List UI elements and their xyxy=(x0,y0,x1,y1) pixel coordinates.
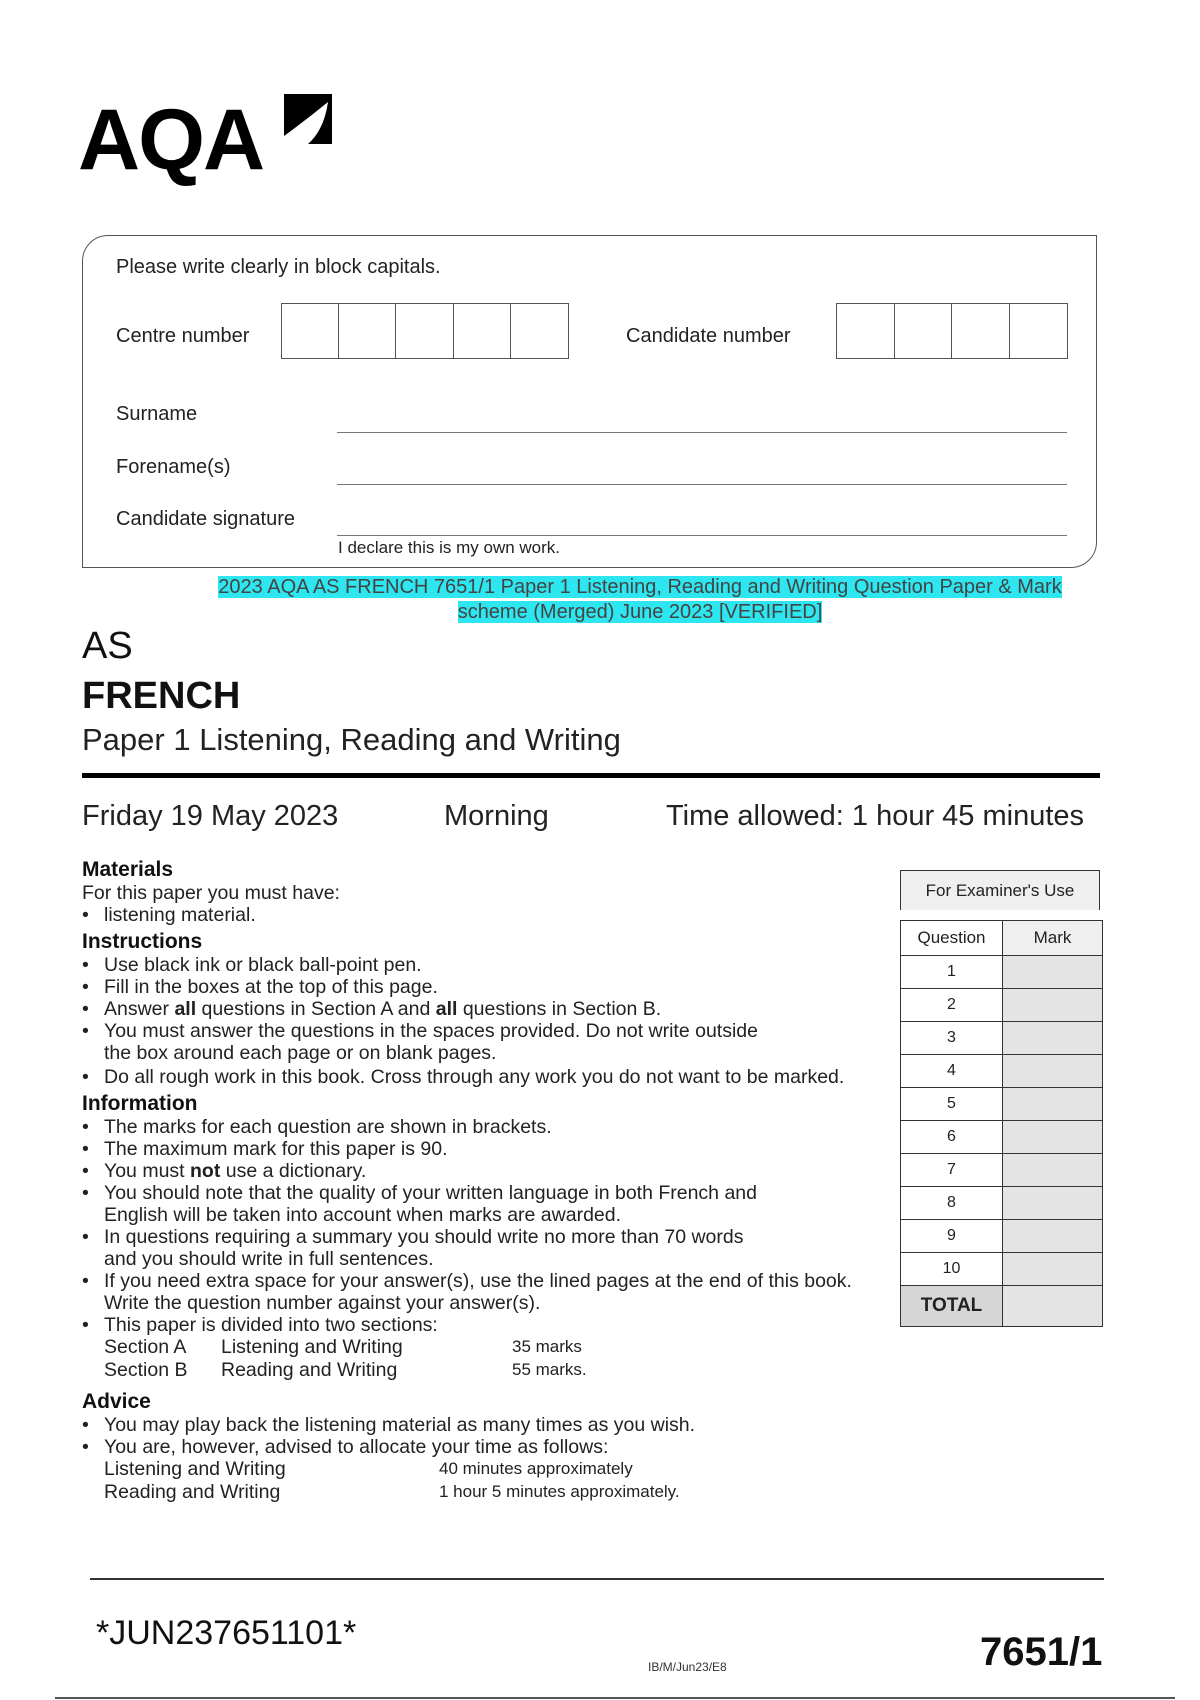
question-number: 2 xyxy=(901,989,1003,1022)
forename-field[interactable] xyxy=(337,484,1067,485)
paper-title: Paper 1 Listening, Reading and Writing xyxy=(82,722,621,757)
instruction-item: • Use black ink or black ball-point pen. xyxy=(82,954,852,976)
question-number: 10 xyxy=(901,1253,1003,1286)
section-a-title: Listening and Writing xyxy=(221,1336,403,1358)
advice-item: • You may play back the listening material as many times as you wish. xyxy=(82,1414,852,1436)
sections-table xyxy=(82,1336,852,1382)
aqa-logo-mark-icon xyxy=(280,90,336,152)
information-heading: Information xyxy=(82,1092,198,1115)
highlighted-document-title xyxy=(160,575,1120,625)
mark-cell[interactable] xyxy=(1003,1154,1103,1187)
question-number: 1 xyxy=(901,956,1003,989)
barcode-text: *JUN237651101* xyxy=(96,1614,357,1652)
centre-digit-box[interactable] xyxy=(454,304,511,358)
total-row xyxy=(901,1286,1103,1327)
section-b-title: Reading and Writing xyxy=(221,1359,398,1381)
information-item: • The maximum mark for this paper is 90. xyxy=(82,1138,852,1160)
information-item: • This paper is divided into two sections: xyxy=(82,1314,852,1336)
paper-code: 7651/1 xyxy=(980,1630,1103,1674)
section-b-name: Section B xyxy=(104,1359,188,1381)
mark-cell[interactable] xyxy=(1003,956,1103,989)
total-label: TOTAL xyxy=(901,1286,1003,1327)
allocation-time: 40 minutes approximately xyxy=(439,1459,633,1478)
information-item: • You must not use a dictionary. xyxy=(82,1160,852,1182)
total-mark-cell[interactable] xyxy=(1003,1286,1103,1327)
mark-cell[interactable] xyxy=(1003,1187,1103,1220)
page-bottom-rule xyxy=(55,1697,1175,1699)
allocation-part: Reading and Writing xyxy=(104,1481,281,1503)
information-list xyxy=(82,1116,852,1336)
exam-date: Friday 19 May 2023 xyxy=(82,800,339,832)
examiner-use-header: For Examiner's Use xyxy=(900,870,1100,910)
mark-cell[interactable] xyxy=(1003,1220,1103,1253)
mark-cell[interactable] xyxy=(1003,1253,1103,1286)
table-header-row xyxy=(901,921,1103,956)
table-row xyxy=(901,1055,1103,1088)
table-row xyxy=(901,989,1103,1022)
title-divider xyxy=(82,773,1100,778)
information-item: • You should note that the quality of your written language in both French and English will be taken into account when marks are awarded. xyxy=(82,1182,764,1226)
candidate-number-boxes[interactable] xyxy=(836,303,1068,359)
time-allowed: Time allowed: 1 hour 45 minutes xyxy=(666,800,1085,832)
allocation-time: 1 hour 5 minutes approximately. xyxy=(439,1482,680,1501)
materials-heading: Materials xyxy=(82,858,174,881)
table-row xyxy=(901,1187,1103,1220)
information-item: • The marks for each question are shown in brackets. xyxy=(82,1116,852,1138)
mark-cell[interactable] xyxy=(1003,1121,1103,1154)
candidate-number-label: Candidate number xyxy=(626,325,791,347)
instruction-item: • Answer all questions in Section A and all questions in Section B. xyxy=(82,998,852,1020)
table-row xyxy=(901,956,1103,989)
instructions-heading: Instructions xyxy=(82,930,203,953)
instruction-item: • Fill in the boxes at the top of this page. xyxy=(82,976,852,998)
candidate-digit-box[interactable] xyxy=(837,304,895,358)
information-item: • In questions requiring a summary you should write no more than 70 words and you should write in full sentences. xyxy=(82,1226,764,1270)
candidate-digit-box[interactable] xyxy=(952,304,1010,358)
candidate-digit-box[interactable] xyxy=(895,304,953,358)
section-a-marks: 35 marks xyxy=(512,1337,582,1356)
question-number: 7 xyxy=(901,1154,1003,1187)
highlight-line-2: scheme (Merged) June 2023 [VERIFIED] xyxy=(457,601,823,623)
highlight-line-1: 2023 AQA AS FRENCH 7651/1 Paper 1 Listening, Reading and Writing Question Paper & Mark xyxy=(218,576,1062,598)
table-row xyxy=(901,1088,1103,1121)
question-number: 3 xyxy=(901,1022,1003,1055)
information-item: • If you need extra space for your answer(s), use the lined pages at the end of this book. Write the question number against your answer(s). xyxy=(82,1270,852,1314)
centre-digit-box[interactable] xyxy=(339,304,396,358)
table-row xyxy=(901,1121,1103,1154)
materials-list xyxy=(82,904,852,926)
signature-field[interactable] xyxy=(337,535,1067,536)
footer-divider xyxy=(90,1578,1104,1580)
document-reference: IB/M/Jun23/E8 xyxy=(648,1660,727,1674)
centre-number-label: Centre number xyxy=(116,325,250,347)
forename-label: Forename(s) xyxy=(116,456,231,478)
advice-list xyxy=(82,1414,852,1458)
logo-text: AQA xyxy=(78,92,264,188)
exam-session: Morning xyxy=(444,800,549,832)
surname-label: Surname xyxy=(116,403,198,425)
time-allocation-table xyxy=(82,1458,852,1504)
declaration-text: I declare this is my own work. xyxy=(338,538,561,557)
question-column-header: Question xyxy=(901,921,1003,956)
examiner-mark-table xyxy=(900,920,1103,1327)
signature-label: Candidate signature xyxy=(116,508,296,530)
table-row xyxy=(901,1220,1103,1253)
table-row xyxy=(901,1022,1103,1055)
allocation-part: Listening and Writing xyxy=(104,1458,286,1480)
instruction-item: • Do all rough work in this book. Cross through any work you do not want to be marked. xyxy=(82,1064,852,1090)
centre-digit-box[interactable] xyxy=(396,304,453,358)
table-row xyxy=(901,1154,1103,1187)
mark-cell[interactable] xyxy=(1003,1022,1103,1055)
table-row xyxy=(901,1253,1103,1286)
materials-intro: For this paper you must have: xyxy=(82,882,340,904)
instruction-item: • You must answer the questions in the spaces provided. Do not write outside the box around each page or on blank pages. xyxy=(82,1020,784,1064)
materials-item: • listening material. xyxy=(82,904,852,926)
rubric-column xyxy=(82,858,852,1504)
mark-cell[interactable] xyxy=(1003,989,1103,1022)
aqa-logo xyxy=(78,90,358,190)
advice-heading: Advice xyxy=(82,1390,151,1413)
mark-column-header: Mark xyxy=(1003,921,1103,956)
subject-level: AS xyxy=(82,625,133,667)
block-capitals-instruction: Please write clearly in block capitals. xyxy=(116,256,441,278)
question-number: 4 xyxy=(901,1055,1003,1088)
section-b-marks: 55 marks. xyxy=(512,1360,587,1379)
centre-digit-box[interactable] xyxy=(511,304,568,358)
surname-field[interactable] xyxy=(337,432,1067,433)
subject-name: FRENCH xyxy=(82,675,241,717)
question-number: 6 xyxy=(901,1121,1003,1154)
mark-cell[interactable] xyxy=(1003,1055,1103,1088)
section-a-name: Section A xyxy=(104,1336,187,1358)
question-number: 5 xyxy=(901,1088,1003,1121)
centre-digit-box[interactable] xyxy=(282,304,339,358)
centre-number-boxes[interactable] xyxy=(281,303,569,359)
candidate-digit-box[interactable] xyxy=(1010,304,1068,358)
question-number: 9 xyxy=(901,1220,1003,1253)
instructions-list xyxy=(82,954,852,1090)
advice-item: • You are, however, advised to allocate your time as follows: xyxy=(82,1436,852,1458)
mark-cell[interactable] xyxy=(1003,1088,1103,1121)
question-number: 8 xyxy=(901,1187,1003,1220)
